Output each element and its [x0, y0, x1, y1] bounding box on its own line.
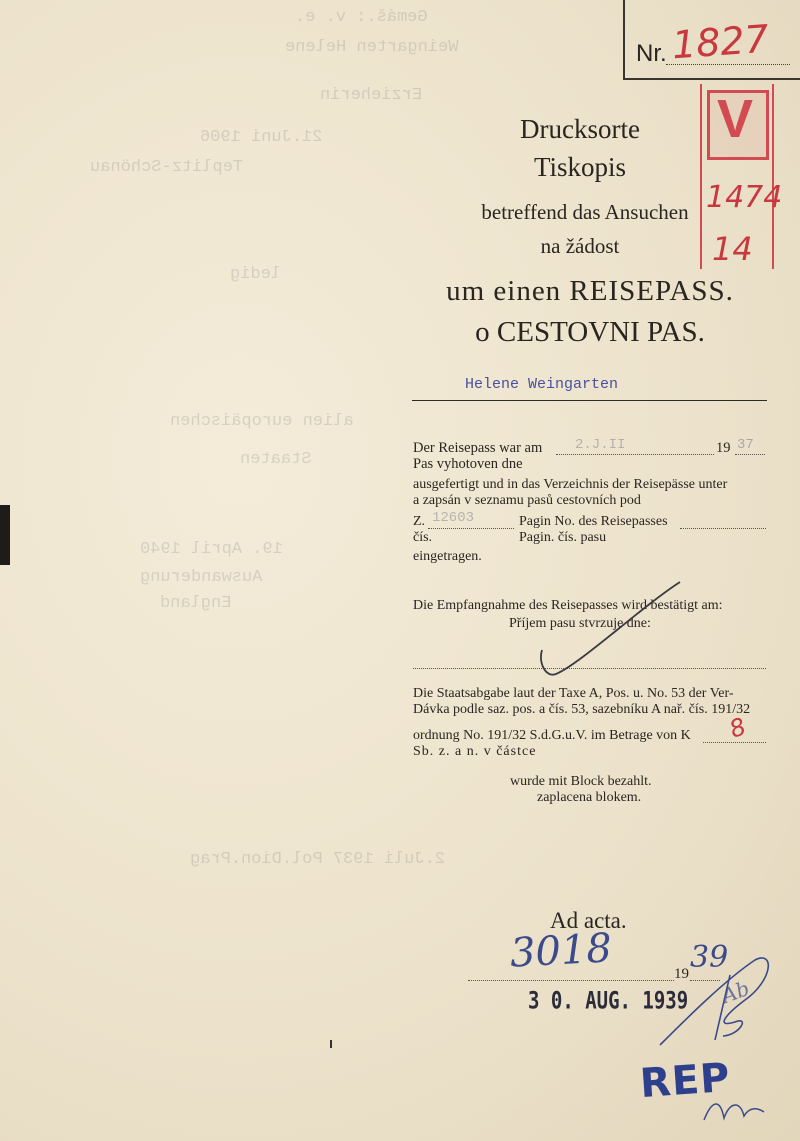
- ghost-text: Gemáš.: v. e.: [295, 8, 428, 27]
- fee-line-de: Die Staatsabgabe laut der Taxe A, Pos. u. No. 53 der Ver-: [413, 686, 734, 701]
- v-letter: V: [717, 89, 754, 149]
- register-z-value: 12603: [432, 510, 475, 526]
- ad-acta-line: [468, 980, 674, 981]
- issued-year-suffix: 37: [737, 437, 754, 453]
- ad-acta-year-prefix: 19: [674, 966, 689, 982]
- ghost-text: 2.Juli 1937 Pol.Dion.Prag: [190, 850, 446, 869]
- ink-mark: [330, 1040, 332, 1048]
- fee-line-4: Sb. z. a n. v částce: [413, 744, 537, 759]
- heading-betreffend: betreffend das Ansuchen: [481, 200, 689, 224]
- ad-acta-year: 39: [690, 940, 729, 975]
- ghost-text: Weingarten Helene: [285, 38, 459, 57]
- fee-amount: 8: [725, 712, 750, 744]
- ad-acta-label: Ad acta.: [550, 908, 627, 933]
- receipt-line-de: Die Empfangnahme des Reisepasses wird bestätigt am:: [413, 598, 723, 613]
- ghost-text: Erzieherin: [320, 86, 423, 105]
- heading-reisepass: um einen REISEPASS.: [446, 275, 734, 307]
- heading-tiskopis: Tiskopis: [533, 152, 627, 182]
- heading-na-zadost: na žádost: [540, 234, 620, 258]
- issued-year-line: [735, 454, 765, 455]
- date-stamp: 3 0. AUG. 1939: [528, 987, 689, 1015]
- register-line-de: ausgefertigt und in das Verzeichnis der Reisepässe unter: [413, 477, 728, 492]
- ghost-text: 19. April 1940: [140, 540, 283, 559]
- fee-line-3: ordnung No. 191/32 S.d.G.u.V. im Betrage von K: [413, 728, 691, 743]
- ghost-text: Auswanderung: [140, 568, 263, 587]
- issued-label-de: Der Reisepass war am: [413, 440, 543, 456]
- issued-date-faint: 2.J.II: [575, 437, 626, 453]
- receipt-line-cz: Příjem pasu stvrzuje dne:: [509, 616, 651, 631]
- register-pagin-line: [680, 528, 766, 529]
- initials-scribble: [645, 940, 785, 1060]
- red-number-1: 1474: [706, 180, 783, 215]
- register-pagin-de: Pagin No. des Reisepasses: [519, 514, 668, 529]
- fee-line-cz: Dávka podle saz. pos. a čís. 53, sazebníku A nař. čís. 191/32: [413, 702, 751, 717]
- applicant-name: Helene Weingarten: [465, 376, 619, 393]
- ad-acta-number: 3018: [508, 925, 613, 977]
- ghost-text: Staaten: [240, 450, 312, 469]
- fee-paid-de: wurde mit Block bezahlt.: [510, 774, 652, 789]
- issued-date-line: [556, 454, 714, 455]
- register-z-label: Z.: [413, 514, 426, 529]
- register-z-line: [428, 528, 514, 529]
- ghost-text: 21.Juni 1906: [200, 128, 323, 147]
- nr-number: 1827: [670, 16, 771, 68]
- receipt-checkmark: [530, 578, 690, 688]
- name-rule: [412, 400, 767, 401]
- fee-paid-cz: zaplacena blokem.: [537, 790, 642, 805]
- register-end: eingetragen.: [413, 549, 482, 564]
- red-number-2: 14: [712, 230, 753, 268]
- ghost-text: alien europäischen: [170, 412, 354, 431]
- register-cis-label: čís.: [413, 530, 433, 545]
- heading-drucksorte: Drucksorte: [520, 114, 640, 144]
- issued-year-prefix: 19: [716, 440, 731, 456]
- nr-label: Nr.: [636, 40, 667, 67]
- heading-cestovni-pas: o CESTOVNI PAS.: [475, 316, 705, 348]
- ghost-text: ledig: [230, 265, 282, 284]
- register-line-cz: a zapsán v seznamu pasů cestovních pod: [413, 493, 641, 508]
- register-pagin-cz: Pagin. čís. pasu: [519, 530, 607, 545]
- rep-signature: [700, 1090, 770, 1130]
- ad-acta-initials: Ab: [718, 976, 753, 1008]
- ghost-text: Teplitz-Schönau: [90, 158, 244, 177]
- ghost-text: England: [160, 594, 232, 613]
- rep-stamp: REP: [638, 1054, 732, 1108]
- page-edge-shadow: [0, 505, 10, 565]
- issued-label-cz: Pas vyhotoven dne: [413, 456, 523, 472]
